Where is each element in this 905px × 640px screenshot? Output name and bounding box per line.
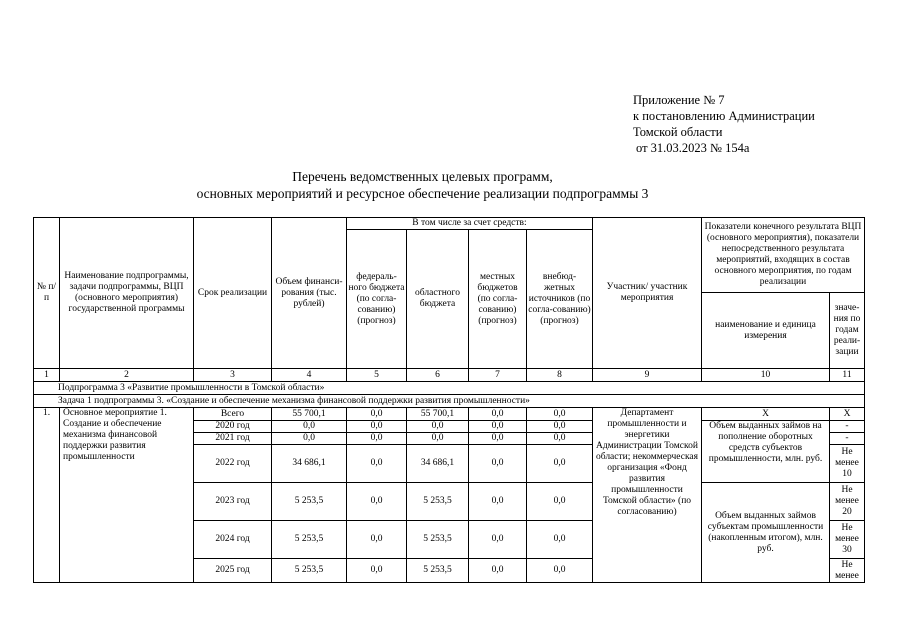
appendix-line: к постановлению Администрации (633, 109, 815, 123)
appendix-line: Приложение № 7 (633, 93, 725, 107)
header-federal: федераль-ного бюджета (по согла-сованию) (прогноз) (347, 230, 407, 369)
column-number: 6 (407, 369, 469, 382)
cell-term: 2022 год (194, 445, 272, 483)
indicator-1-name: Объем выданных займов на пополнение оборотных средств субъектов промышленности, млн. руб. (702, 421, 830, 483)
cell-local: 0,0 (469, 559, 527, 583)
header-indicator-value: значе-ния по годам реали-зации (830, 293, 865, 369)
column-number: 5 (347, 369, 407, 382)
column-numbers-row (34, 369, 865, 382)
cell-regional: 0,0 (407, 433, 469, 445)
header-indicators-group: Показатели конечного результата ВЦП (основного мероприятия), показатели непосредственного результата мероприятий, входящих в состав основного мероприятия, по годам реализации (702, 218, 865, 293)
cell-federal: 0,0 (347, 559, 407, 583)
header-num: № п/п (34, 218, 60, 369)
cell-regional: 5 253,5 (407, 559, 469, 583)
measure-participant: Департамент промышленности и энергетики Администрации Томской области; некоммерческая организация «Фонд развития промышленности Томской области» (по согласованию) (593, 408, 702, 583)
title-line: основных мероприятий и ресурсное обеспечение реализации подпрограммы 3 (196, 186, 649, 201)
cell-extra: 0,0 (527, 483, 593, 521)
cell-term: 2025 год (194, 559, 272, 583)
cell-federal: 0,0 (347, 445, 407, 483)
cell-regional: 5 253,5 (407, 483, 469, 521)
cell-term: Всего (194, 408, 272, 421)
cell-extra: 0,0 (527, 433, 593, 445)
cell-volume: 34 686,1 (272, 445, 347, 483)
cell-volume: 55 700,1 (272, 408, 347, 421)
column-number: 9 (593, 369, 702, 382)
header-regional: областного бюджета (407, 230, 469, 369)
header-volume: Объем финанси-рования (тыс. рублей) (272, 218, 347, 369)
program-table (33, 217, 865, 583)
measure-name: Основное мероприятие 1. Создание и обеспечение механизма финансовой поддержки развития промышленности (60, 408, 194, 583)
cell-local: 0,0 (469, 408, 527, 421)
cell-volume: 5 253,5 (272, 483, 347, 521)
column-number: 2 (60, 369, 194, 382)
column-number: 8 (527, 369, 593, 382)
task-title: Задача 1 подпрограммы 3. «Создание и обеспечение механизма финансовой поддержки развития промышленности» (34, 395, 865, 408)
cell-extra: 0,0 (527, 408, 593, 421)
header-name: Наименование подпрограммы, задачи подпрограммы, ВЦП (основного мероприятия) государственной программы (60, 218, 194, 369)
column-number: 3 (194, 369, 272, 382)
cell-regional: 34 686,1 (407, 445, 469, 483)
cell-extra: 0,0 (527, 559, 593, 583)
cell-regional: 0,0 (407, 421, 469, 433)
column-number: 4 (272, 369, 347, 382)
cell-regional: 5 253,5 (407, 521, 469, 559)
cell-local: 0,0 (469, 521, 527, 559)
cell-indicator-value: - (830, 421, 865, 433)
table-row (34, 408, 865, 421)
cell-federal: 0,0 (347, 421, 407, 433)
document-title (0, 168, 845, 202)
cell-federal: 0,0 (347, 483, 407, 521)
cell-indicator-value: - (830, 433, 865, 445)
column-number: 1 (34, 369, 60, 382)
cell-extra: 0,0 (527, 445, 593, 483)
appendix-block (633, 92, 815, 156)
cell-federal: 0,0 (347, 521, 407, 559)
appendix-line: Томской области (633, 125, 723, 139)
cell-indicator-value: Не менее 30 (830, 521, 865, 559)
cell-volume: 0,0 (272, 433, 347, 445)
column-number: 10 (702, 369, 830, 382)
header-participant: Участник/ участник мероприятия (593, 218, 702, 369)
cell-volume: 5 253,5 (272, 521, 347, 559)
cell-local: 0,0 (469, 421, 527, 433)
cell-term: 2023 год (194, 483, 272, 521)
cell-term: 2024 год (194, 521, 272, 559)
cell-extra: 0,0 (527, 521, 593, 559)
cell-federal: 0,0 (347, 408, 407, 421)
title-line: Перечень ведомственных целевых программ, (292, 169, 553, 184)
header-indicator-name: наименование и единица измерения (702, 293, 830, 369)
header-sources-group: В том числе за счет средств: (347, 218, 593, 230)
cell-indicator-value: Не менее 20 (830, 483, 865, 521)
header-extra: внебюд-жетных источников (по согла-сованию) (прогноз) (527, 230, 593, 369)
column-number: 11 (830, 369, 865, 382)
cell-indicator-value: Не менее (830, 559, 865, 583)
appendix-line: от 31.03.2023 № 154а (636, 141, 750, 155)
header-term: Срок реализации (194, 218, 272, 369)
indicator-2-name: Объем выданных займов субъектам промышленности (накопленным итогом), млн. руб. (702, 483, 830, 583)
cell-local: 0,0 (469, 483, 527, 521)
cell-indicator-name: X (702, 408, 830, 421)
cell-term: 2021 год (194, 433, 272, 445)
cell-indicator-value: Не менее 10 (830, 445, 865, 483)
subprogram-title: Подпрограмма 3 «Развитие промышленности в Томской области» (34, 382, 865, 395)
task-row (34, 395, 865, 408)
cell-volume: 5 253,5 (272, 559, 347, 583)
cell-federal: 0,0 (347, 433, 407, 445)
cell-indicator-value: X (830, 408, 865, 421)
cell-regional: 55 700,1 (407, 408, 469, 421)
cell-volume: 0,0 (272, 421, 347, 433)
header-local: местных бюджетов (по согла-сованию) (прогноз) (469, 230, 527, 369)
cell-local: 0,0 (469, 433, 527, 445)
cell-extra: 0,0 (527, 421, 593, 433)
column-number: 7 (469, 369, 527, 382)
measure-number: 1. (34, 408, 60, 583)
cell-local: 0,0 (469, 445, 527, 483)
subprogram-row (34, 382, 865, 395)
cell-term: 2020 год (194, 421, 272, 433)
